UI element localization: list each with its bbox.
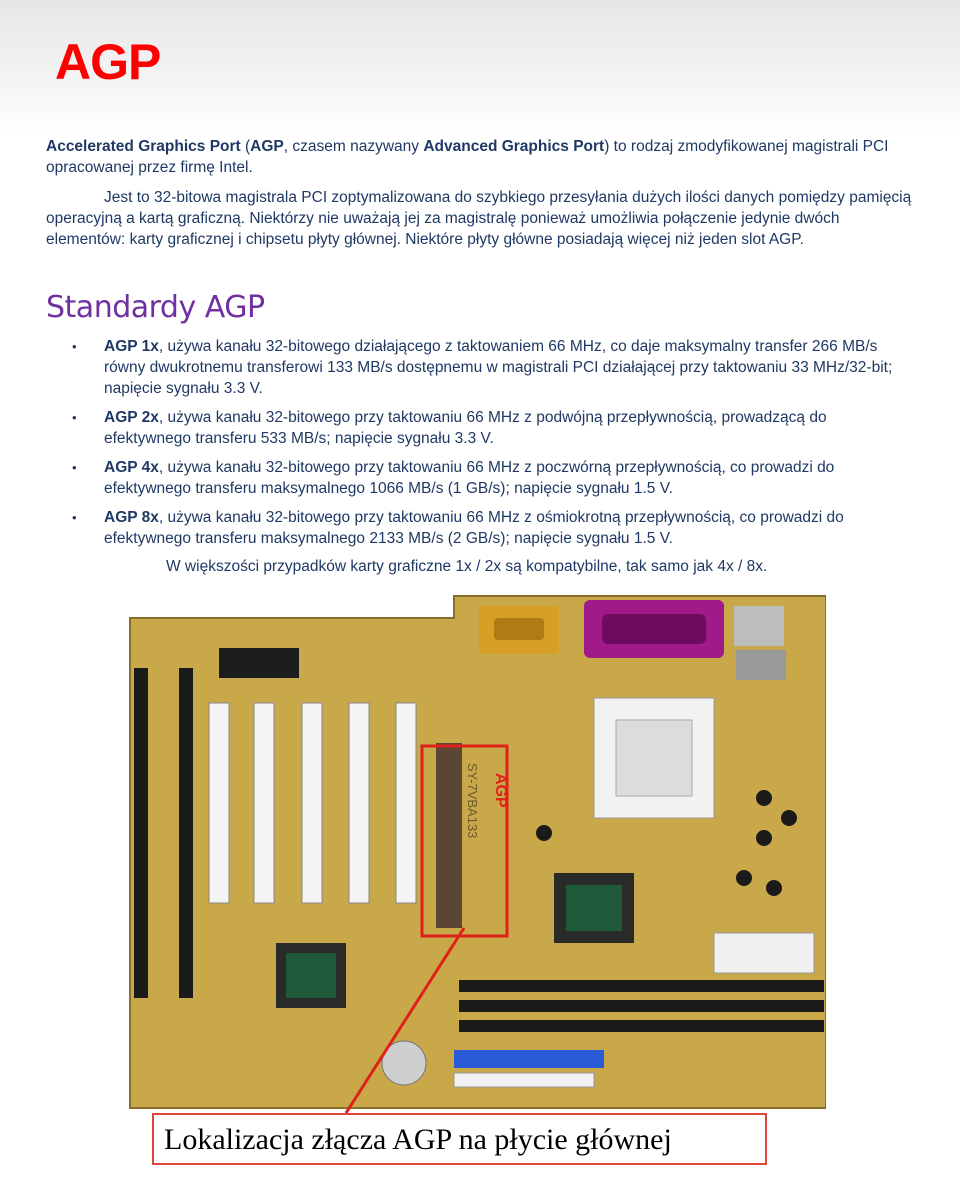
bullet: •	[72, 460, 77, 475]
list-item	[0, 457, 914, 499]
description-paragraph	[46, 187, 916, 250]
standard-name: AGP 1x	[104, 338, 159, 355]
usb-port	[734, 606, 784, 646]
ram-slot	[459, 1000, 824, 1012]
standard-description: , używa kanału 32-bitowego przy taktowaniu 66 MHz z podwójną przepływnością, prowadzącą do efektywnego transferu 533 MB/s; napięcie sygnału 3.3 V.	[104, 409, 827, 447]
standard-name: AGP 2x	[104, 409, 159, 426]
agp-label: AGP	[492, 773, 509, 808]
intro-run: (	[240, 138, 251, 155]
compatibility-note: W większości przypadków karty graficzne 1x / 2x są kompatybilne, tak samo jak 4x / 8x.	[166, 558, 768, 575]
standard-description: , używa kanału 32-bitowego działającego z taktowaniem 66 MHz, co daje maksymalny transfer 266 MB/s równy dwukrotnemu transferowi 133 MB/s dostępnemu w magistrali PCI działającej przy taktowaniu 33 MHz/32-bit; napięcie sygnału 3.3 V.	[104, 338, 893, 397]
pci-slot	[209, 703, 229, 903]
bullet: •	[72, 510, 77, 525]
bullet: •	[72, 339, 77, 354]
standard-name: AGP 4x	[104, 459, 159, 476]
list-item	[0, 336, 914, 399]
description-text: Jest to 32-bitowa magistrala PCI zoptymalizowana do szybkiego przesyłania dużych ilości danych pomiędzy pamięcią operacyjną a kartą graficzną. Niektórzy nie uważają jej za magistralę ponieważ umożliwia połączenie jedynie dwóch elementów: karty graficznej i chipsetu płyty głównej. Niektóre płyty główne posiadają więcej niż jeden slot AGP.	[46, 189, 912, 248]
standard-description: , używa kanału 32-bitowego przy taktowaniu 66 MHz z ośmiokrotną przepływnością, co prowadzi do efektywnego transferu maksymalnego 2133 MB/s (2 GB/s); napięcie sygnału 1.5 V.	[104, 509, 844, 547]
bios-chip	[219, 648, 299, 678]
isa-slot	[179, 668, 193, 998]
list-item	[0, 507, 914, 549]
intro-paragraph	[46, 136, 916, 178]
intro-run: Accelerated Graphics Port	[46, 138, 241, 155]
isa-slot	[134, 668, 148, 998]
section-heading: Standardy AGP	[46, 290, 265, 325]
pci-slot	[302, 703, 322, 903]
standard-name: AGP 8x	[104, 509, 159, 526]
figure-caption-box	[152, 1113, 767, 1165]
standards-list	[0, 336, 960, 557]
motherboard-photo	[124, 588, 826, 1113]
page-title: AGP	[55, 34, 161, 90]
power-connector	[714, 933, 814, 973]
intro-run: Advanced Graphics Port	[423, 138, 605, 155]
intro-run: ) to rodzaj zmodyfikowanej magistrali PCI opracowanej przez firmę Intel.	[46, 138, 889, 176]
intro-run: AGP	[250, 138, 284, 155]
pci-slot	[349, 703, 369, 903]
slot-marking: SY-7VBA133	[465, 763, 480, 839]
bullet: •	[72, 410, 77, 425]
pci-slot	[396, 703, 416, 903]
pci-slot	[254, 703, 274, 903]
agp-slot	[436, 743, 462, 928]
figure-caption: Lokalizacja złącza AGP na płycie głównej	[164, 1123, 672, 1156]
ram-slot	[459, 980, 824, 992]
intro-run: , czasem nazywany	[283, 138, 424, 155]
standard-description: , używa kanału 32-bitowego przy taktowaniu 66 MHz z poczwórną przepływnością, co prowadzi do efektywnego transferu maksymalnego 1066 MB/s (1 GB/s); napięcie sygnału 1.5 V.	[104, 459, 835, 497]
list-item	[0, 407, 914, 449]
ide-connector	[454, 1050, 604, 1068]
ram-slot	[459, 1020, 824, 1032]
